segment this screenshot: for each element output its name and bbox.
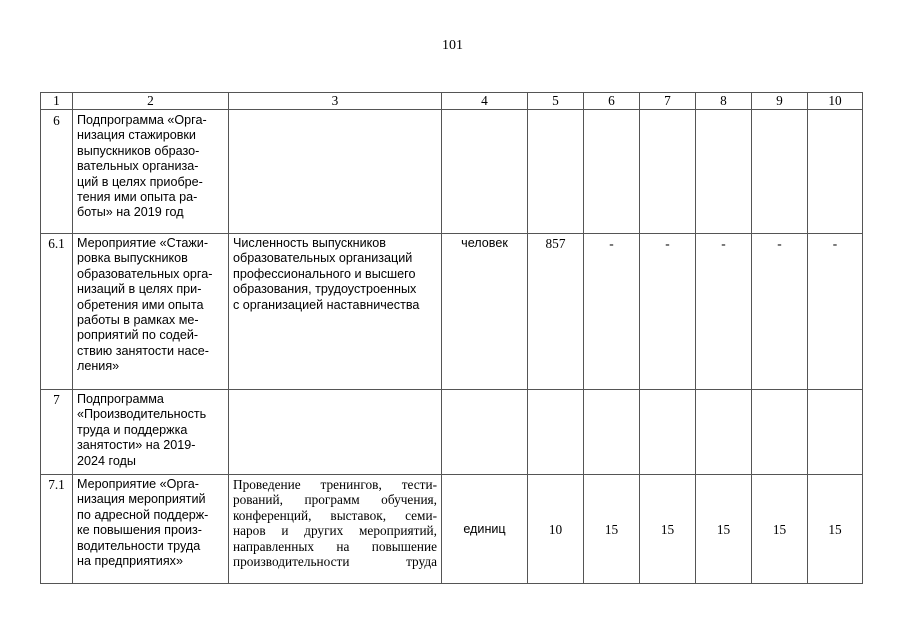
row-value: 857 [528,234,584,390]
row-unit [442,110,528,234]
row-name: Мероприятие «Стажи- ровка выпускников образовательных орга- низаций в целях при- обретения ими опыта работы в рамках ме- роприятий по содей- ствию занятости насе- ления» [73,234,229,390]
row-unit [442,390,528,475]
row-value: 15 [640,475,696,584]
header-cell: 2 [73,93,229,110]
header-cell: 3 [229,93,442,110]
row-value [808,110,863,234]
table-row [41,110,863,234]
row-number: 6.1 [41,234,73,390]
header-cell: 5 [528,93,584,110]
row-value: - [584,234,640,390]
row-value [696,390,752,475]
header-cell: 9 [752,93,808,110]
row-name: Подпрограмма «Орга- низация стажировки выпускников образо- вательных организа- ций в целях приобре- тения ими опыта ра- боты» на 2019 год [73,110,229,234]
row-indicator [229,110,442,234]
row-value: - [752,234,808,390]
header-cell: 10 [808,93,863,110]
row-value: - [696,234,752,390]
row-value: 15 [808,475,863,584]
row-value: 15 [696,475,752,584]
row-value [528,390,584,475]
row-number: 7.1 [41,475,73,584]
header-cell: 1 [41,93,73,110]
table-row [41,475,863,584]
row-unit: человек [442,234,528,390]
row-value [752,110,808,234]
row-value [640,110,696,234]
row-value: 15 [752,475,808,584]
page-number: 101 [442,38,463,53]
row-indicator: Численность выпускников образовательных организаций профессионального и высшего образования, трудоустроенных с организацией наставничества [229,234,442,390]
row-value: - [808,234,863,390]
row-value: 15 [584,475,640,584]
row-value [584,110,640,234]
row-value: 10 [528,475,584,584]
header-row [41,93,863,110]
row-indicator: Проведение тренингов, тести- рований, программ обучения, конференций, выставок, семи- наров и других мероприятий, направленных на повышение производительности труда [229,475,442,584]
row-value [640,390,696,475]
row-value [752,390,808,475]
table-row [41,234,863,390]
row-value: - [640,234,696,390]
header-cell: 8 [696,93,752,110]
row-value [696,110,752,234]
header-cell: 6 [584,93,640,110]
indicators-table [40,92,863,584]
row-value [528,110,584,234]
row-value [584,390,640,475]
row-value [808,390,863,475]
row-unit: единиц [442,475,528,584]
row-name: Мероприятие «Орга- низация мероприятий по адресной поддерж- ке повышения произ- водительности труда на предприятиях» [73,475,229,584]
table-row [41,390,863,475]
row-number: 7 [41,390,73,475]
row-number: 6 [41,110,73,234]
row-name: Подпрограмма «Производительность труда и поддержка занятости» на 2019- 2024 годы [73,390,229,475]
header-cell: 7 [640,93,696,110]
header-cell: 4 [442,93,528,110]
row-indicator [229,390,442,475]
